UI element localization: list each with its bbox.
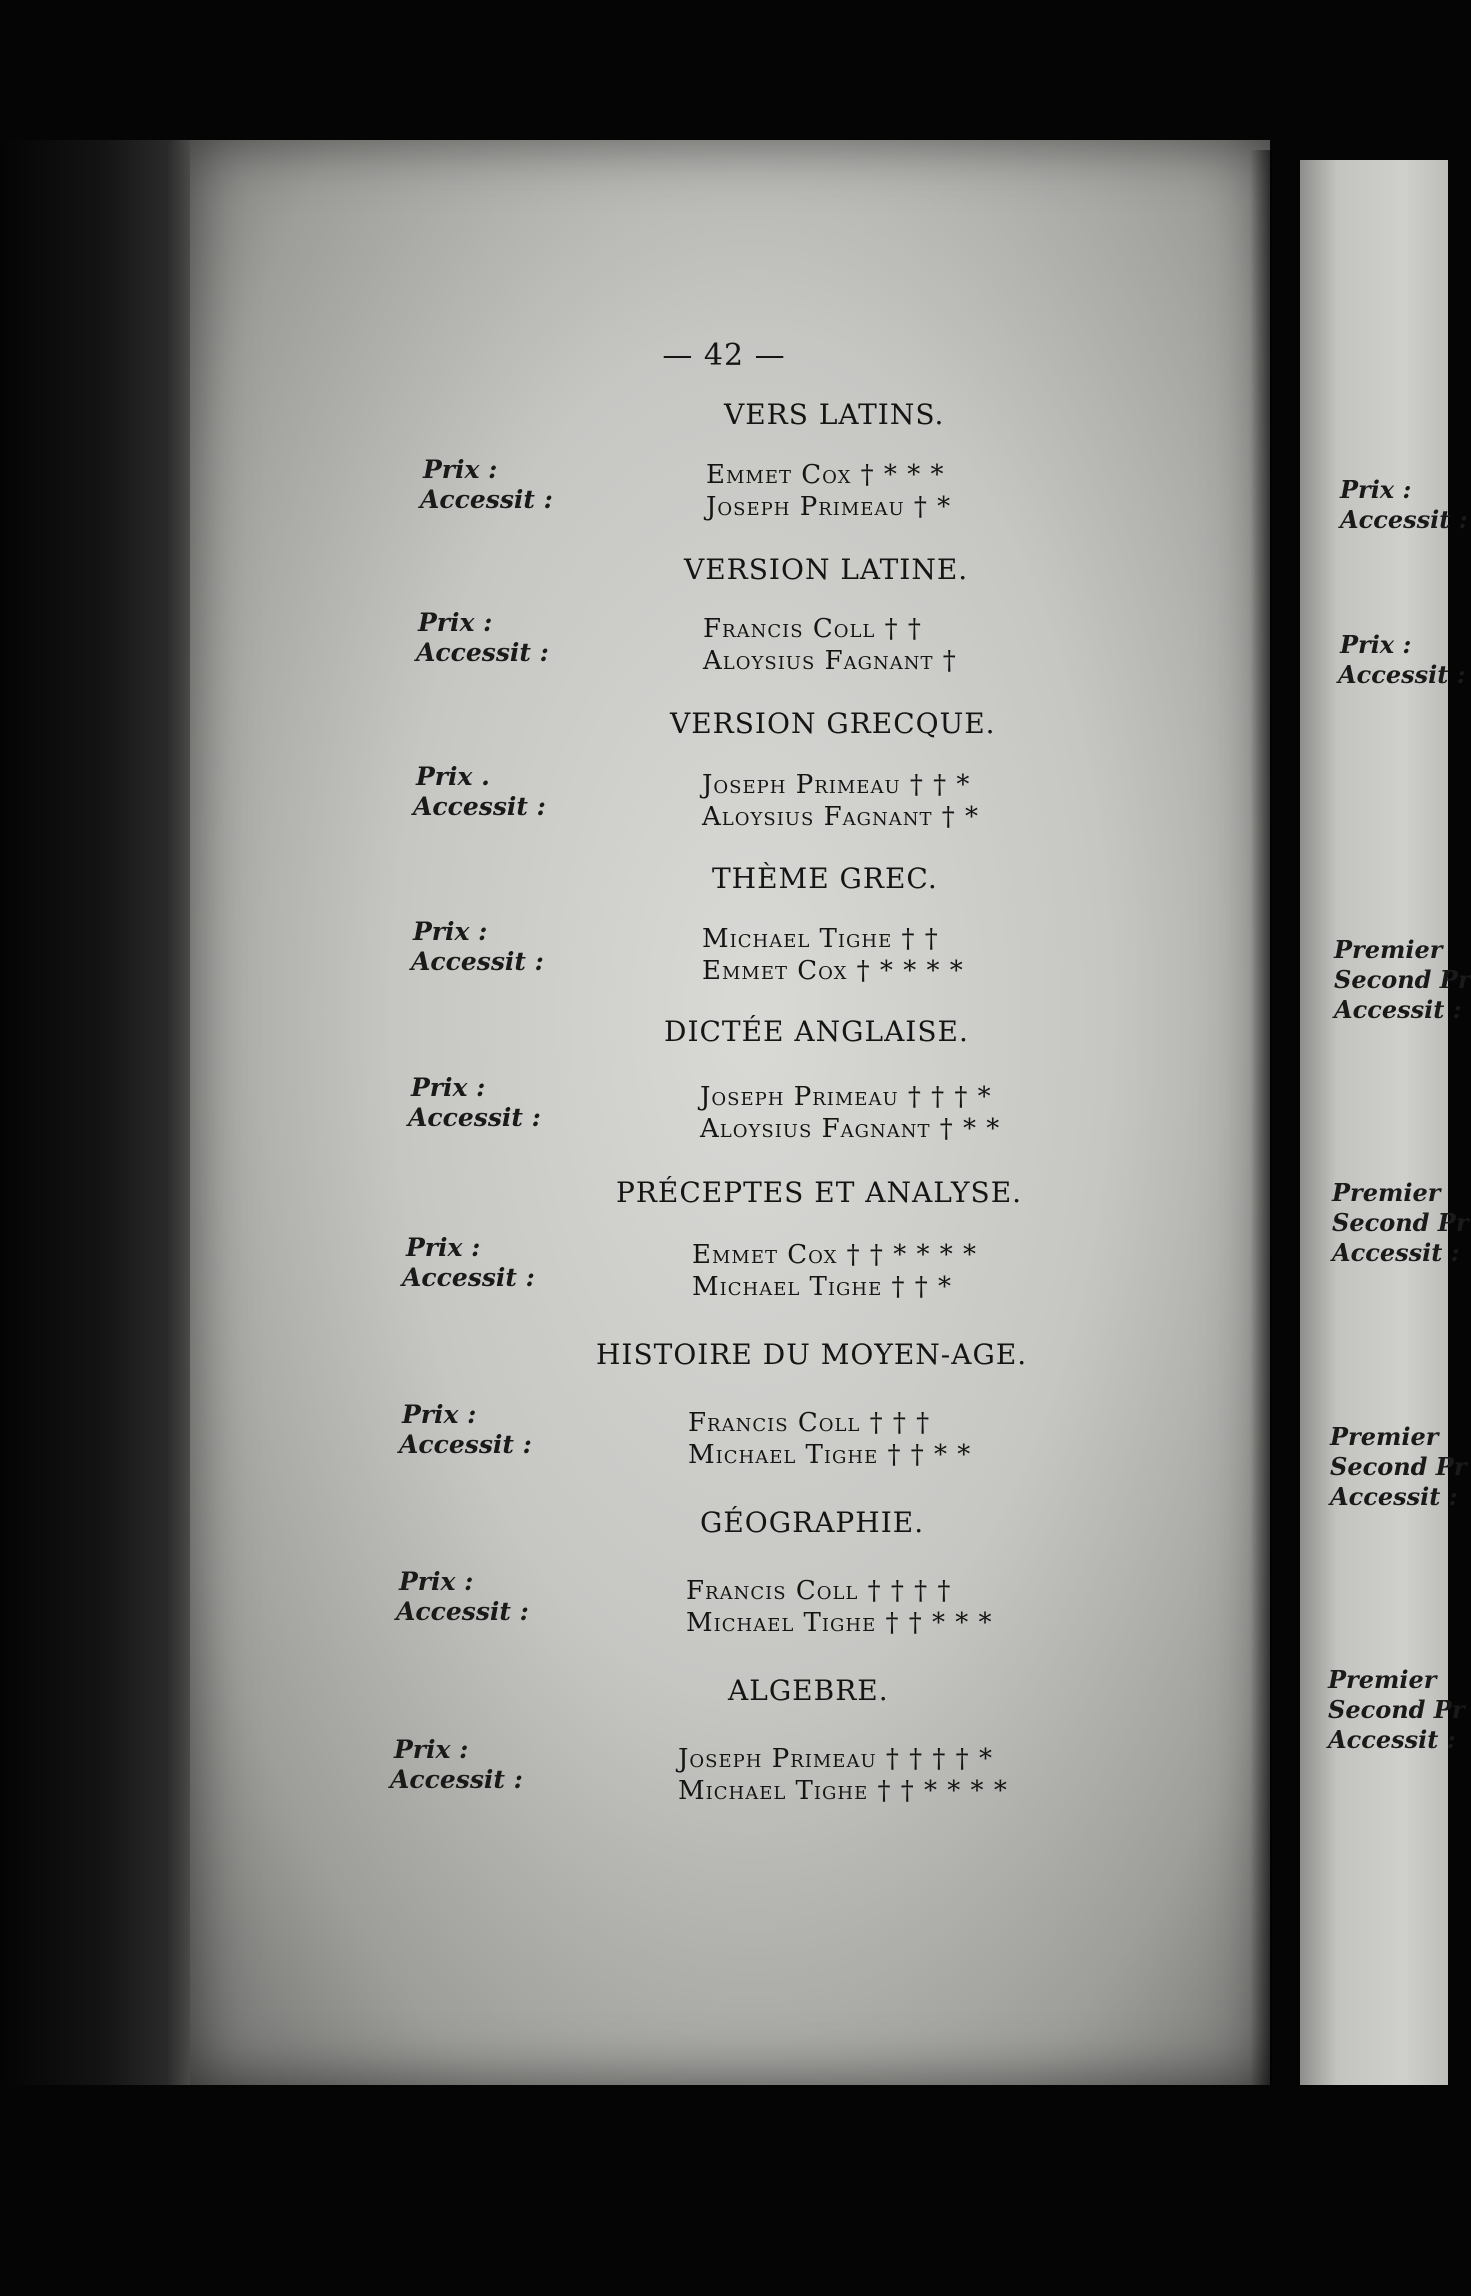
prize-winner: Joseph Primeau † † † * <box>700 1082 992 1112</box>
right-page-label: Second Pr <box>1332 1208 1469 1237</box>
prize-winner: Emmet Cox † * * * <box>706 460 945 490</box>
accessit-winner: Michael Tighe † † * * <box>688 1440 972 1470</box>
accessit-winner: Michael Tighe † † * <box>692 1272 953 1302</box>
right-page-label: Premier <box>1330 1422 1439 1451</box>
prize-winner: Joseph Primeau † † * <box>702 770 971 800</box>
prize-winner: Francis Coll † † † † <box>686 1576 952 1606</box>
right-page-label: Accessit : <box>1330 1482 1458 1511</box>
accessit-label: Accessit : <box>399 1430 532 1459</box>
right-page-label: Premier <box>1328 1665 1437 1694</box>
right-page-label: Accessit : <box>1332 1238 1460 1267</box>
prize-label: Prix . <box>416 762 490 791</box>
prize-label: Prix : <box>402 1400 477 1429</box>
accessit-label: Accessit : <box>390 1765 523 1794</box>
right-page-label: Second Pr <box>1334 965 1471 994</box>
right-page-label: Accessit : <box>1334 995 1462 1024</box>
section-heading: DICTÉE ANGLAISE. <box>664 1015 969 1048</box>
right-page-label: Premier <box>1334 935 1443 964</box>
section-heading: VERSION GRECQUE. <box>670 707 996 740</box>
prize-winner: Joseph Primeau † † † † * <box>678 1744 993 1774</box>
prize-winner: Emmet Cox † † * * * * <box>692 1240 977 1270</box>
right-page-label: Prix : <box>1340 630 1412 659</box>
accessit-label: Accessit : <box>402 1263 535 1292</box>
accessit-winner: Michael Tighe † † * * * <box>686 1608 993 1638</box>
section-heading: HISTOIRE DU MOYEN-AGE. <box>596 1338 1028 1371</box>
prize-label: Prix : <box>418 608 493 637</box>
right-page-label: Premier <box>1332 1178 1441 1207</box>
prize-label: Prix : <box>394 1735 469 1764</box>
right-page-label: Prix : <box>1340 475 1412 504</box>
accessit-label: Accessit : <box>413 792 546 821</box>
section-heading: VERSION LATINE. <box>684 553 969 586</box>
page-gutter <box>1250 150 1272 2085</box>
prize-label: Prix : <box>411 1073 486 1102</box>
accessit-winner: Aloysius Fagnant † <box>703 646 957 676</box>
prize-label: Prix : <box>423 455 498 484</box>
book-spine <box>0 140 190 2085</box>
accessit-label: Accessit : <box>411 947 544 976</box>
accessit-label: Accessit : <box>408 1103 541 1132</box>
accessit-winner: Aloysius Fagnant † * * <box>700 1114 1001 1144</box>
section-heading: PRÉCEPTES ET ANALYSE. <box>616 1176 1023 1209</box>
right-page-label: Accessit : <box>1340 505 1468 534</box>
prize-label: Prix : <box>406 1233 481 1262</box>
section-heading: THÈME GREC. <box>712 862 938 895</box>
prize-winner: Francis Coll † † <box>703 614 922 644</box>
accessit-label: Accessit : <box>396 1597 529 1626</box>
accessit-label: Accessit : <box>420 485 553 514</box>
accessit-label: Accessit : <box>416 638 549 667</box>
section-heading: GÉOGRAPHIE. <box>700 1506 925 1539</box>
prize-label: Prix : <box>399 1567 474 1596</box>
prize-winner: Francis Coll † † † <box>688 1408 931 1438</box>
right-page-label: Accessit : <box>1338 660 1466 689</box>
accessit-winner: Joseph Primeau † * <box>706 492 952 522</box>
section-heading: ALGEBRE. <box>728 1674 889 1707</box>
accessit-winner: Aloysius Fagnant † * <box>702 802 980 832</box>
right-page-label: Accessit : <box>1328 1725 1456 1754</box>
right-page-label: Second Pr <box>1328 1695 1465 1724</box>
prize-label: Prix : <box>413 917 488 946</box>
right-page-label: Second Pr <box>1330 1452 1467 1481</box>
accessit-winner: Emmet Cox † * * * * <box>702 956 964 986</box>
right-page-fragment <box>1300 160 1471 2085</box>
accessit-winner: Michael Tighe † † * * * * <box>678 1776 1008 1806</box>
section-heading: VERS LATINS. <box>724 398 945 431</box>
prize-winner: Michael Tighe † † <box>702 924 939 954</box>
page-number: — 42 — <box>662 338 786 373</box>
